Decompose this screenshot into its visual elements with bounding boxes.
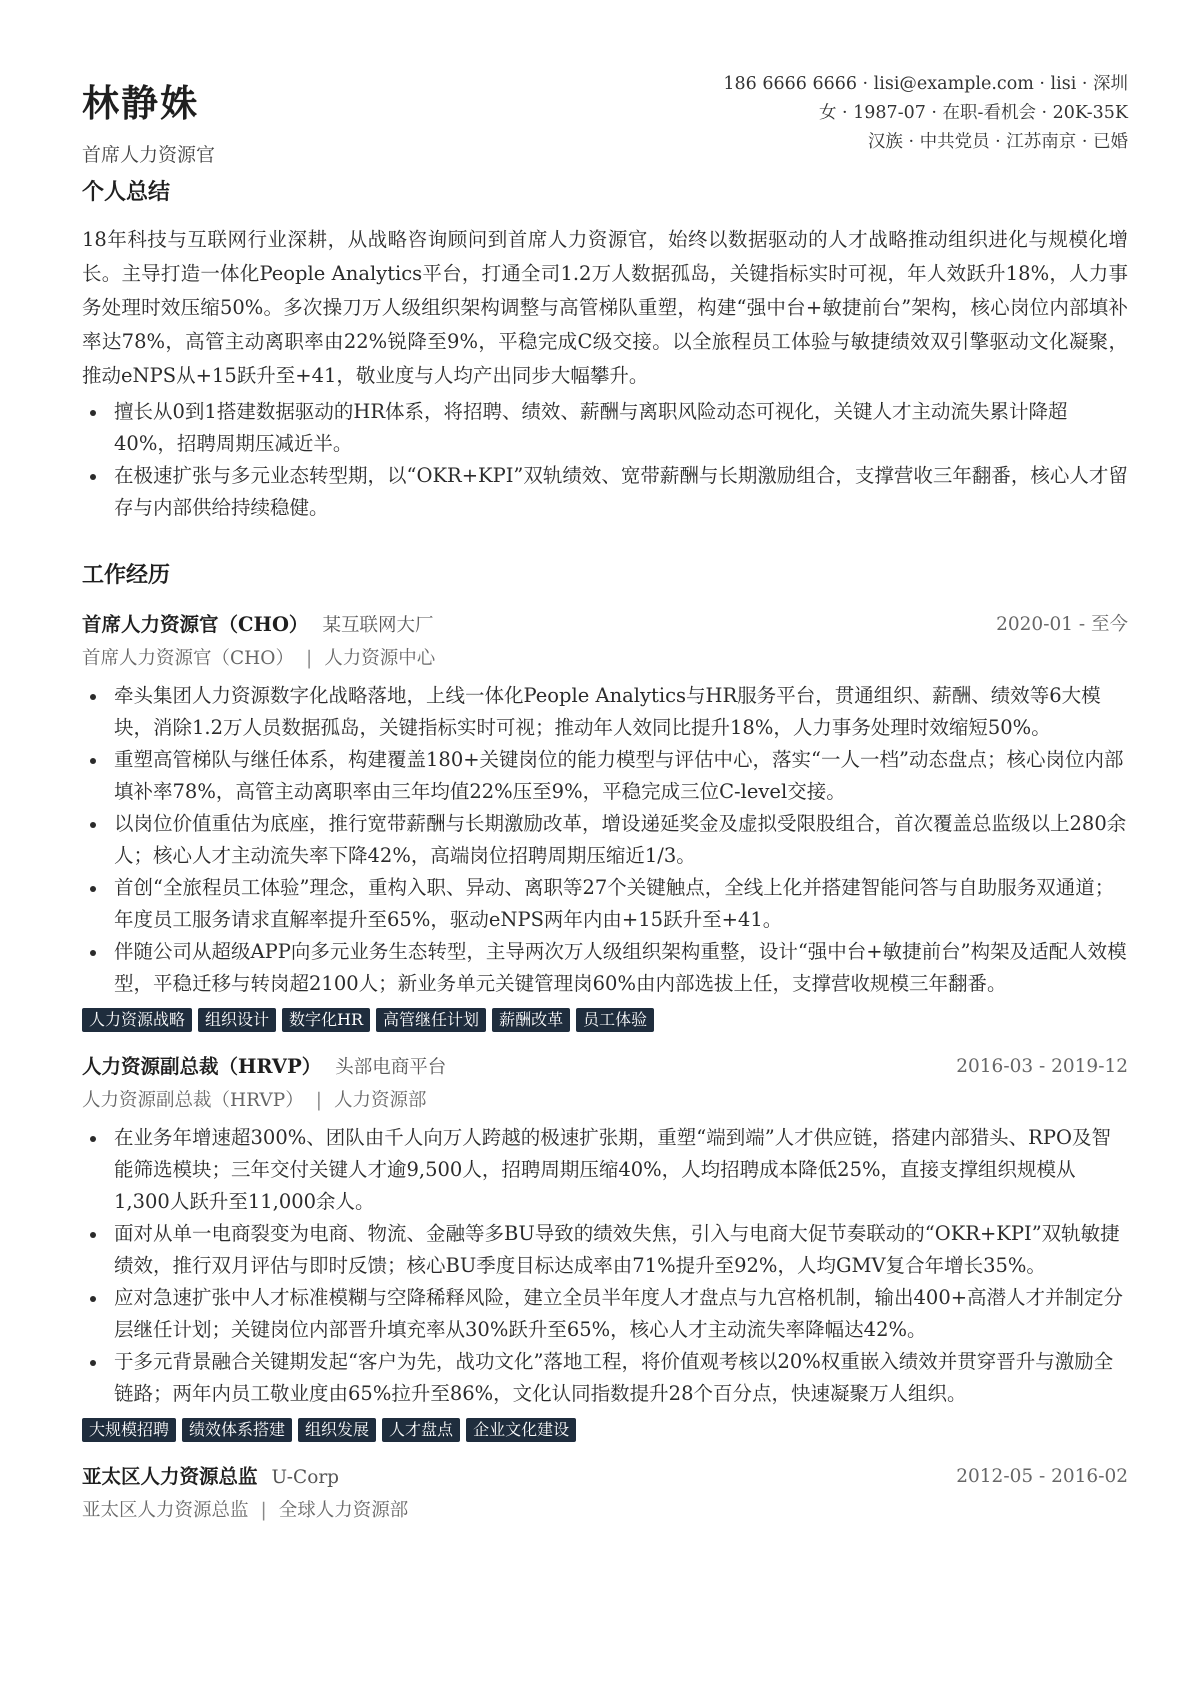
- job-bullet-list: [82, 680, 1128, 1000]
- resume-page: [82, 70, 1128, 1526]
- resume-header: [82, 70, 1128, 170]
- job-bullet: 在业务年增速超300%、团队由千人向万人跨越的极速扩张期，重塑“端到端”人才供应链，搭建内部猎头、RPO及智能筛选模块；三年交付关键人才逾9,500人，招聘周期压缩40%，人均招聘成本降低25%，直接支撑组织规模从1,300人跃升至11,000余人。: [82, 1122, 1128, 1218]
- job-role: 首席人力资源官（CHO）: [82, 613, 309, 636]
- candidate-title: 首席人力资源官: [82, 144, 216, 166]
- skill-tag: 组织设计: [198, 1008, 276, 1032]
- job-department: 人力资源部: [333, 1090, 427, 1111]
- job-role: 亚太区人力资源总监: [82, 1465, 258, 1488]
- job-date: 2020-01 - 至今: [996, 614, 1128, 635]
- job-bullet: 重塑高管梯队与继任体系，构建覆盖180+关键岗位的能力模型与评估中心，落实“一人一档”动态盘点；核心岗位内部填补率78%，高管主动离职率由三年均值22%压至9%，平稳完成三位C-level交接。: [82, 744, 1128, 808]
- job-bullet: 以岗位价值重估为底座，推行宽带薪酬与长期激励改革，增设递延奖金及虚拟受限股组合，首次覆盖总监级以上280余人；核心人才主动流失率下降42%，高端岗位招聘周期压缩近1/3。: [82, 808, 1128, 872]
- skill-tags: [82, 1008, 1128, 1032]
- job-bullet: 于多元背景融合关键期发起“客户为先，战功文化”落地工程，将价值观考核以20%权重嵌入绩效并贯穿晋升与激励全链路；两年内员工敬业度由65%拉升至86%，文化认同指数提升28个百分点，快速凝聚万人组织。: [82, 1346, 1128, 1410]
- skill-tag: 高管继任计划: [376, 1008, 486, 1032]
- contact-line: 女 · 1987-07 · 在职-看机会 · 20K-35K: [818, 103, 1128, 123]
- job-company: U-Corp: [271, 1467, 340, 1488]
- skill-tag: 人力资源战略: [82, 1008, 192, 1032]
- job-header: [82, 1052, 1128, 1082]
- contact-line: 186 6666 6666 · lisi@example.com · lisi · 深圳: [723, 74, 1128, 94]
- summary-heading: 个人总结: [82, 179, 171, 205]
- work-heading: 工作经历: [82, 562, 171, 588]
- skill-tags: [82, 1418, 1128, 1442]
- job-subline: [82, 1496, 1128, 1526]
- skill-tag: 大规模招聘: [82, 1418, 176, 1442]
- job-role: 人力资源副总裁（HRVP）: [82, 1055, 322, 1078]
- summary-bullet-list: [82, 396, 1128, 524]
- job-bullet: 面对从单一电商裂变为电商、物流、金融等多BU导致的绩效失焦，引入与电商大促节奏联动的“OKR+KPI”双轨敏捷绩效，推行双月评估与即时反馈；核心BU季度目标达成率由71%提升至92%，人均GMV复合年增长35%。: [82, 1218, 1128, 1282]
- job-header: [82, 1462, 1128, 1492]
- job-bullet: 应对急速扩张中人才标准模糊与空降稀释风险，建立全员半年度人才盘点与九宫格机制，输出400+高潜人才并制定分层继任计划；关键岗位内部晋升填充率从30%跃升至65%，核心人才主动流失率降幅达42%。: [82, 1282, 1128, 1346]
- job-date: 2016-03 - 2019-12: [956, 1056, 1128, 1077]
- job-date: 2012-05 - 2016-02: [956, 1466, 1128, 1487]
- skill-tag: 企业文化建设: [466, 1418, 576, 1442]
- job-separator: |: [305, 648, 313, 669]
- skill-tag: 组织发展: [298, 1418, 376, 1442]
- skill-tag: 数字化HR: [282, 1008, 370, 1032]
- job-position: 首席人力资源官（CHO）: [82, 648, 294, 669]
- contact-line: 汉族 · 中共党员 · 江苏南京 · 已婚: [867, 132, 1128, 152]
- summary-bullet: 擅长从0到1搭建数据驱动的HR体系，将招聘、绩效、薪酬与离职风险动态可视化，关键人才主动流失累计降超40%，招聘周期压减近半。: [82, 396, 1128, 460]
- job-company: 某互联网大厂: [322, 615, 434, 636]
- job-entry: [82, 1052, 1128, 1442]
- job-bullet: 牵头集团人力资源数字化战略落地，上线一体化People Analytics与HR服务平台，贯通组织、薪酬、绩效等6大模块，消除1.2万人员数据孤岛，关键指标实时可视；推动年人效同比提升18%，人力事务处理时效缩短50%。: [82, 680, 1128, 744]
- job-company: 头部电商平台: [335, 1057, 447, 1078]
- candidate-name: 林静姝: [82, 81, 199, 125]
- job-position: 人力资源副总裁（HRVP）: [82, 1090, 304, 1111]
- skill-tag: 人才盘点: [382, 1418, 460, 1442]
- job-bullet: 伴随公司从超级APP向多元业务生态转型，主导两次万人级组织架构重整，设计“强中台+敏捷前台”构架及适配人效模型，平稳迁移与转岗超2100人；新业务单元关键管理岗60%由内部选拔上任，支撑营收规模三年翻番。: [82, 936, 1128, 1000]
- job-entry: [82, 610, 1128, 1032]
- skill-tag: 绩效体系搭建: [182, 1418, 292, 1442]
- job-subline: [82, 644, 1128, 674]
- contact-info: [723, 70, 1128, 157]
- job-department: 全球人力资源部: [278, 1500, 409, 1521]
- job-separator: |: [315, 1090, 322, 1111]
- job-entry: [82, 1462, 1128, 1526]
- job-header: [82, 610, 1128, 640]
- skill-tag: 员工体验: [576, 1008, 654, 1032]
- job-separator: |: [260, 1500, 267, 1521]
- job-department: 人力资源中心: [324, 648, 436, 669]
- summary-paragraph: 18年科技与互联网行业深耕，从战略咨询顾问到首席人力资源官，始终以数据驱动的人才战略推动组织进化与规模化增长。主导打造一体化People Analytics平台，打通全司1.2万人数据孤岛，关键指标实时可视，年人效跃升18%，人力事务处理时效压缩50%。多次操刀万人级组织架构调整与高管梯队重塑，构建“强中台+敏捷前台”架构，核心岗位内部填补率达78%，高管主动离职率由22%锐降至9%，平稳完成C级交接。以全旅程员工体验与敏捷绩效双引擎驱动文化凝聚，推动eNPS从+15跃升至+41，敬业度与人均产出同步大幅攀升。: [82, 228, 1128, 387]
- job-position: 亚太区人力资源总监: [82, 1500, 249, 1521]
- summary-bullet: 在极速扩张与多元业态转型期，以“OKR+KPI”双轨绩效、宽带薪酬与长期激励组合，支撑营收三年翻番，核心人才留存与内部供给持续稳健。: [82, 460, 1128, 524]
- job-bullet-list: [82, 1122, 1128, 1410]
- job-bullet: 首创“全旅程员工体验”理念，重构入职、异动、离职等27个关键触点，全线上化并搭建智能问答与自助服务双通道；年度员工服务请求直解率提升至65%，驱动eNPS两年内由+15跃升至+41。: [82, 872, 1128, 936]
- job-subline: [82, 1086, 1128, 1116]
- skill-tag: 薪酬改革: [492, 1008, 570, 1032]
